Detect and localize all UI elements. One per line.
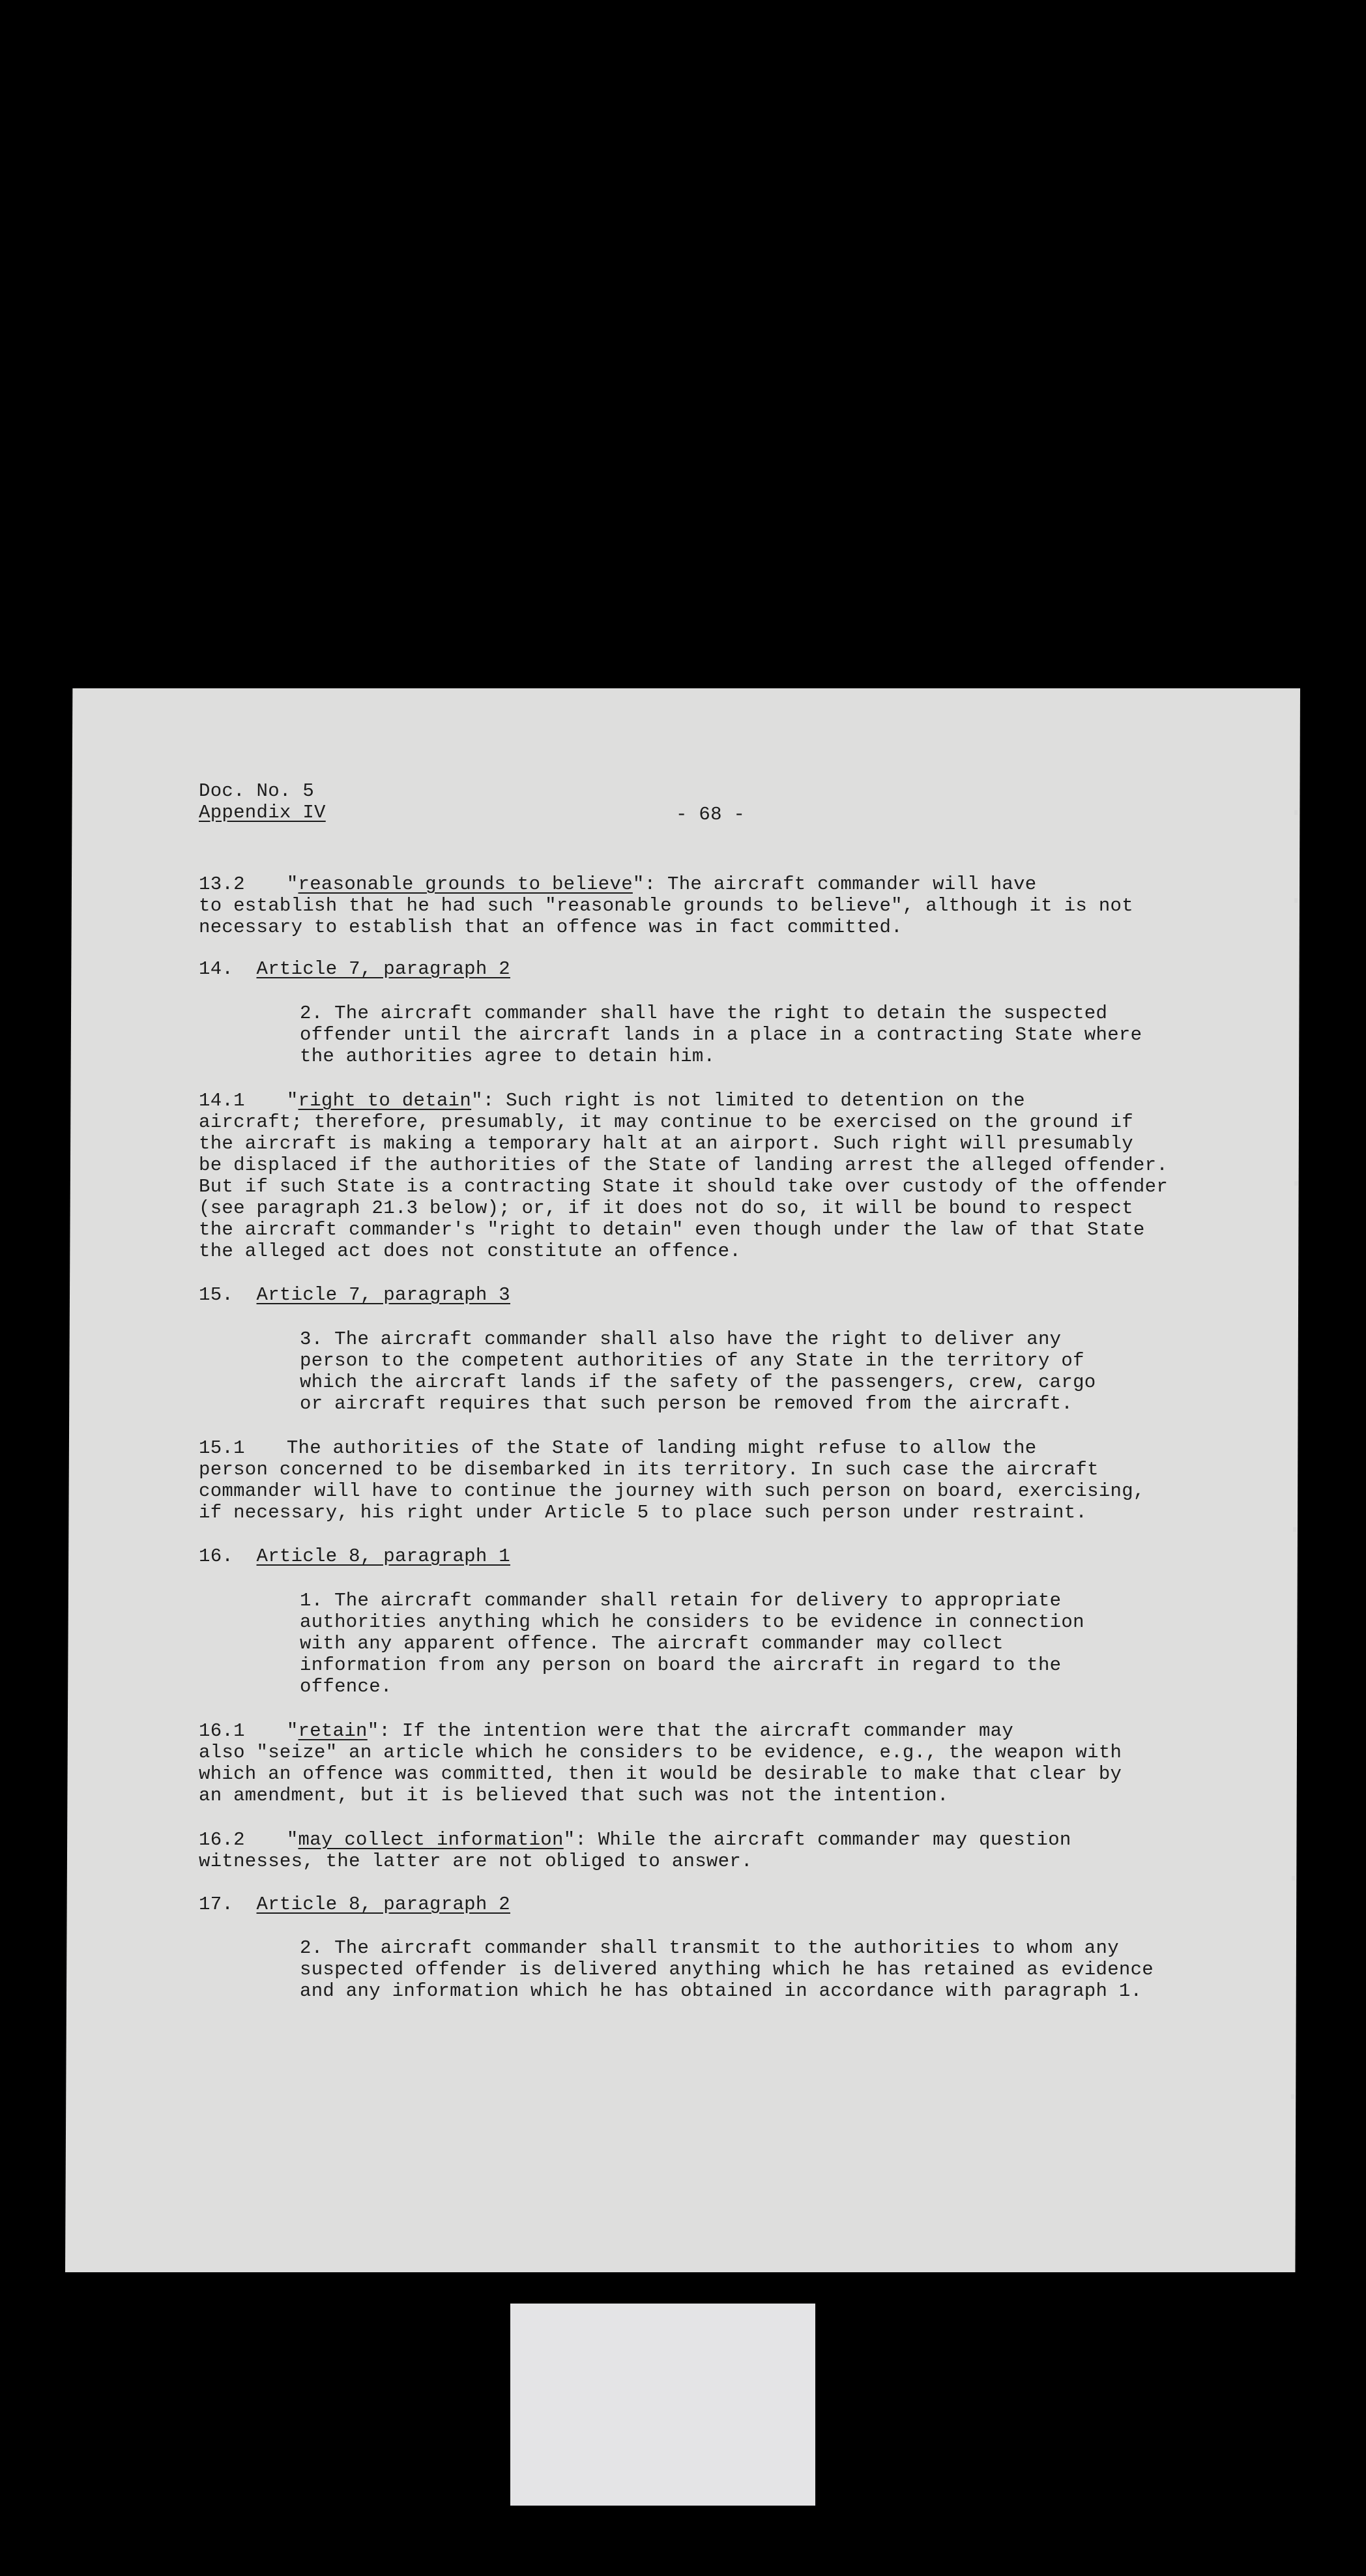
paragraph-number: 16.2 [199,1829,245,1851]
paragraph-line: also "seize" an article which he considers to be evidence, e.g., the weapon with [199,1742,1122,1763]
article-title: Article 7, paragraph 3 [256,1284,510,1306]
defined-term: right to detain [298,1090,472,1111]
paragraph-line: person concerned to be disembarked in its territory. In such case the aircraft [199,1459,1099,1480]
quoted-text-line: the authorities agree to detain him. [300,1046,716,1067]
scan-mark [1293,1527,1296,1532]
paragraph-line: (see paragraph 21.3 below); or, if it does not do so, it will be bound to respect [199,1197,1133,1219]
paragraph-number: 15.1 [199,1437,245,1459]
paragraph-line: the alleged act does not constitute an offence. [199,1240,742,1262]
paragraph-13-2-line-2: to establish that he had such "reasonable grounds to believe", although it is not [199,895,1133,916]
quoted-text-line: 2. The aircraft commander shall transmit to the authorities to whom any [300,1937,1119,1959]
quoted-text-line: authorities anything which he considers to be evidence in connection [300,1611,1084,1633]
paragraph-number: 16.1 [199,1720,245,1742]
quoted-text-line: person to the competent authorities of any State in the territory of [300,1350,1084,1371]
page-number: - 68 - [676,804,746,825]
paragraph-13-2-line-3: necessary to establish that an offence was in fact committed. [199,916,903,938]
quoted-text-line: with any apparent offence. The aircraft commander may collect [300,1633,1004,1654]
appendix-label: Appendix IV [199,802,326,823]
paragraph-15-1-line-1: 15.1 The authorities of the State of landing might refuse to allow the [199,1437,1037,1459]
article-title: Article 8, paragraph 2 [256,1894,510,1915]
scan-mark [1291,2094,1294,2099]
section-14-heading: 14. Article 7, paragraph 2 [199,958,510,980]
paragraph-number: 14.1 [199,1090,245,1111]
paragraph-13-2-line-1: 13.2 "reasonable grounds to believe": The aircraft commander will have [199,873,1037,895]
paragraph-line: if necessary, his right under Article 5 to place such person under restraint. [199,1502,1088,1523]
quoted-text-line: information from any person on board the aircraft in regard to the [300,1654,1062,1676]
defined-term: may collect information [298,1829,564,1851]
paragraph-line: aircraft; therefore, presumably, it may continue to be exercised on the ground if [199,1111,1133,1133]
quoted-text-line: offender until the aircraft lands in a place in a contracting State where [300,1024,1142,1046]
quoted-text-line: 3. The aircraft commander shall also have the right to deliver any [300,1328,1062,1350]
paragraph-14-1-line-1: 14.1 "right to detain": Such right is not limited to detention on the [199,1090,1025,1111]
scan-mark [1292,1876,1295,1881]
quoted-text-line: suspected offender is delivered anything which he has retained as evidence [300,1959,1154,1980]
article-title: Article 7, paragraph 2 [256,958,510,980]
paragraph-line: be displaced if the authorities of the State of landing arrest the alleged offender. [199,1154,1169,1176]
quoted-text-line: which the aircraft lands if the safety of the passengers, crew, cargo [300,1371,1096,1393]
scan-mark [1294,898,1298,903]
scan-mark [1294,1181,1298,1186]
section-15-heading: 15. Article 7, paragraph 3 [199,1284,510,1306]
paragraph-16-2-line-1: 16.2 "may collect information": While the aircraft commander may question [199,1829,1071,1851]
quoted-text-line: offence. [300,1676,392,1697]
paragraph-line: witnesses, the latter are not obliged to answer. [199,1851,753,1872]
section-17-heading: 17. Article 8, paragraph 2 [199,1894,510,1915]
quoted-text-line: or aircraft requires that such person be removed from the aircraft. [300,1393,1073,1414]
quoted-text-line: and any information which he has obtained in accordance with paragraph 1. [300,1980,1142,2002]
paragraph-line: the aircraft commander's "right to detain" even though under the law of that State [199,1219,1145,1240]
article-title: Article 8, paragraph 1 [256,1545,510,1567]
quoted-text-line: 1. The aircraft commander shall retain for delivery to appropriate [300,1590,1062,1611]
paragraph-number: 13.2 [199,873,245,895]
paragraph-line: But if such State is a contracting State it should take over custody of the offender [199,1176,1169,1197]
paragraph-line: commander will have to continue the journey with such person on board, exercising, [199,1480,1145,1502]
paragraph-line: which an offence was committed, then it would be desirable to make that clear by [199,1763,1122,1785]
doc-number: Doc. No. 5 [199,780,315,802]
blank-card [510,2304,815,2506]
defined-term: retain [298,1720,368,1742]
scan-mark [1294,810,1298,815]
defined-term: reasonable grounds to believe [298,873,633,895]
paragraph-line: an amendment, but it is believed that such was not the intention. [199,1785,949,1806]
section-16-heading: 16. Article 8, paragraph 1 [199,1545,510,1567]
paragraph-16-1-line-1: 16.1 "retain": If the intention were that the aircraft commander may [199,1720,1014,1742]
paragraph-line: the aircraft is making a temporary halt at an airport. Such right will presumably [199,1133,1133,1154]
quoted-text-line: 2. The aircraft commander shall have the right to detain the suspected [300,1003,1108,1024]
